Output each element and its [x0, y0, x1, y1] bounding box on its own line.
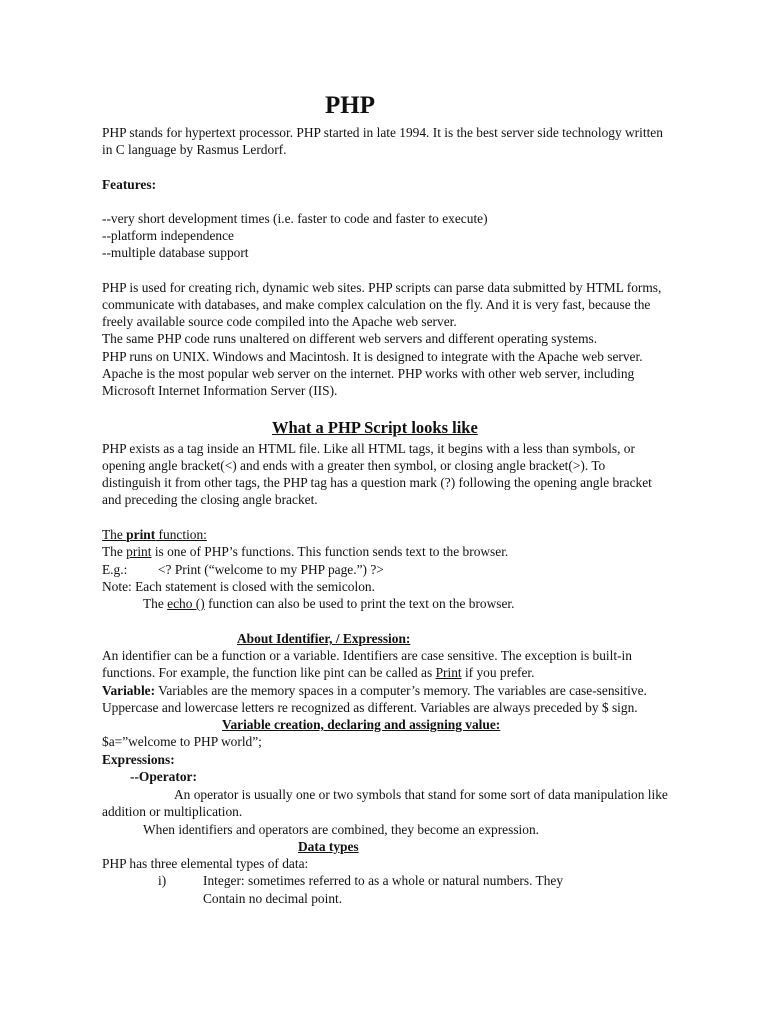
usage-line: PHP is used for creating rich, dynamic web sites. PHP scripts can parse data submitted by HTML forms,	[102, 280, 662, 295]
print-heading	[102, 526, 207, 543]
script-line: and preceding the closing angle bracket.	[102, 492, 318, 507]
print-desc-keyword: print	[126, 544, 152, 559]
echo-post: function can also be used to print the text on the browser.	[204, 596, 515, 611]
print-example-label: E.g.:	[102, 562, 128, 577]
variable-line-2: Uppercase and lowercase letters re recognized as different. Variables are always preceded by $ sign.	[102, 700, 638, 715]
variable-heading: Variable creation, declaring and assigning value:	[222, 717, 501, 732]
echo-function: echo ()	[167, 596, 205, 611]
usage-line: freely available source code compiled into the Apache web server.	[102, 314, 457, 329]
script-line: distinguish it from other tags, the PHP tag has a question mark (?) following the opening angle bracket	[102, 475, 652, 490]
intro-line: in C language by Rasmus Lerdorf.	[102, 142, 287, 157]
list-item: Integer: sometimes referred to as a whole or natural numbers. They	[203, 873, 564, 888]
echo-line	[143, 595, 515, 612]
data-types-heading: Data types	[298, 839, 359, 854]
list-item-continuation: Contain no decimal point.	[203, 891, 343, 906]
expression-combine-line: When identifiers and operators are combined, they become an expression.	[143, 822, 539, 837]
identifier-heading: About Identifier, / Expression:	[237, 631, 411, 646]
variable-label: Variable:	[102, 683, 156, 698]
operator-label: --Operator:	[130, 769, 197, 784]
print-example-code: <? Print (“welcome to my PHP page.”) ?>	[158, 562, 384, 577]
script-line: PHP exists as a tag inside an HTML file. Like all HTML tags, it begins with a less than symbols, or	[102, 441, 635, 456]
print-desc-pre: The	[102, 544, 127, 559]
variable-text: Variables are the memory spaces in a computer’s memory. The variables are case-sensitive.	[155, 683, 647, 698]
print-description	[102, 543, 508, 560]
data-types-intro: PHP has three elemental types of data:	[102, 856, 309, 871]
operator-line: An operator is usually one or two symbols that stand for some sort of data manipulation like	[174, 787, 668, 802]
identifier-post: if you prefer.	[461, 665, 535, 680]
expressions-label: Expressions:	[102, 752, 175, 767]
usage-line: Microsoft Internet Information Server (IIS).	[102, 383, 338, 398]
print-note: Note: Each statement is closed with the semicolon.	[102, 579, 375, 594]
list-marker: i)	[158, 873, 167, 888]
feature-item: --multiple database support	[102, 245, 249, 260]
echo-pre: The	[143, 596, 168, 611]
feature-item: --platform independence	[102, 228, 234, 243]
print-desc-post: is one of PHP’s functions. This function sends text to the browser.	[151, 544, 509, 559]
usage-line: Apache is the most popular web server on the internet. PHP works with other web server, including	[102, 366, 635, 381]
identifier-pre: functions. For example, the function like pint can be called as	[102, 665, 436, 680]
intro-line: PHP stands for hypertext processor. PHP started in late 1994. It is the best server side technology written	[102, 125, 663, 140]
feature-item: --very short development times (i.e. faster to code and faster to execute)	[102, 211, 488, 226]
script-section-heading: What a PHP Script looks like	[272, 418, 478, 437]
print-heading-keyword: print	[126, 527, 156, 542]
usage-line: The same PHP code runs unaltered on different web servers and different operating systems.	[102, 331, 598, 346]
usage-line: PHP runs on UNIX. Windows and Macintosh. It is designed to integrate with the Apache web server.	[102, 349, 643, 364]
assign-example: $a=”welcome to PHP world”;	[102, 734, 262, 749]
identifier-line	[102, 664, 535, 681]
print-heading-function: function:	[155, 527, 207, 542]
identifier-line: An identifier can be a function or a variable. Identifiers are case sensitive. The exception is built-in	[102, 648, 632, 663]
operator-line: addition or multiplication.	[102, 804, 243, 819]
variable-line	[102, 682, 647, 699]
features-heading: Features:	[102, 177, 157, 192]
identifier-print: Print	[435, 665, 462, 680]
usage-line: communicate with databases, and make complex calculation on the fly. And it is very fast, because the	[102, 297, 651, 312]
page-title: PHP	[325, 92, 375, 119]
print-heading-the: The	[102, 527, 127, 542]
script-line: opening angle bracket(<) and ends with a greater then symbol, or closing angle bracket(>). To	[102, 458, 606, 473]
